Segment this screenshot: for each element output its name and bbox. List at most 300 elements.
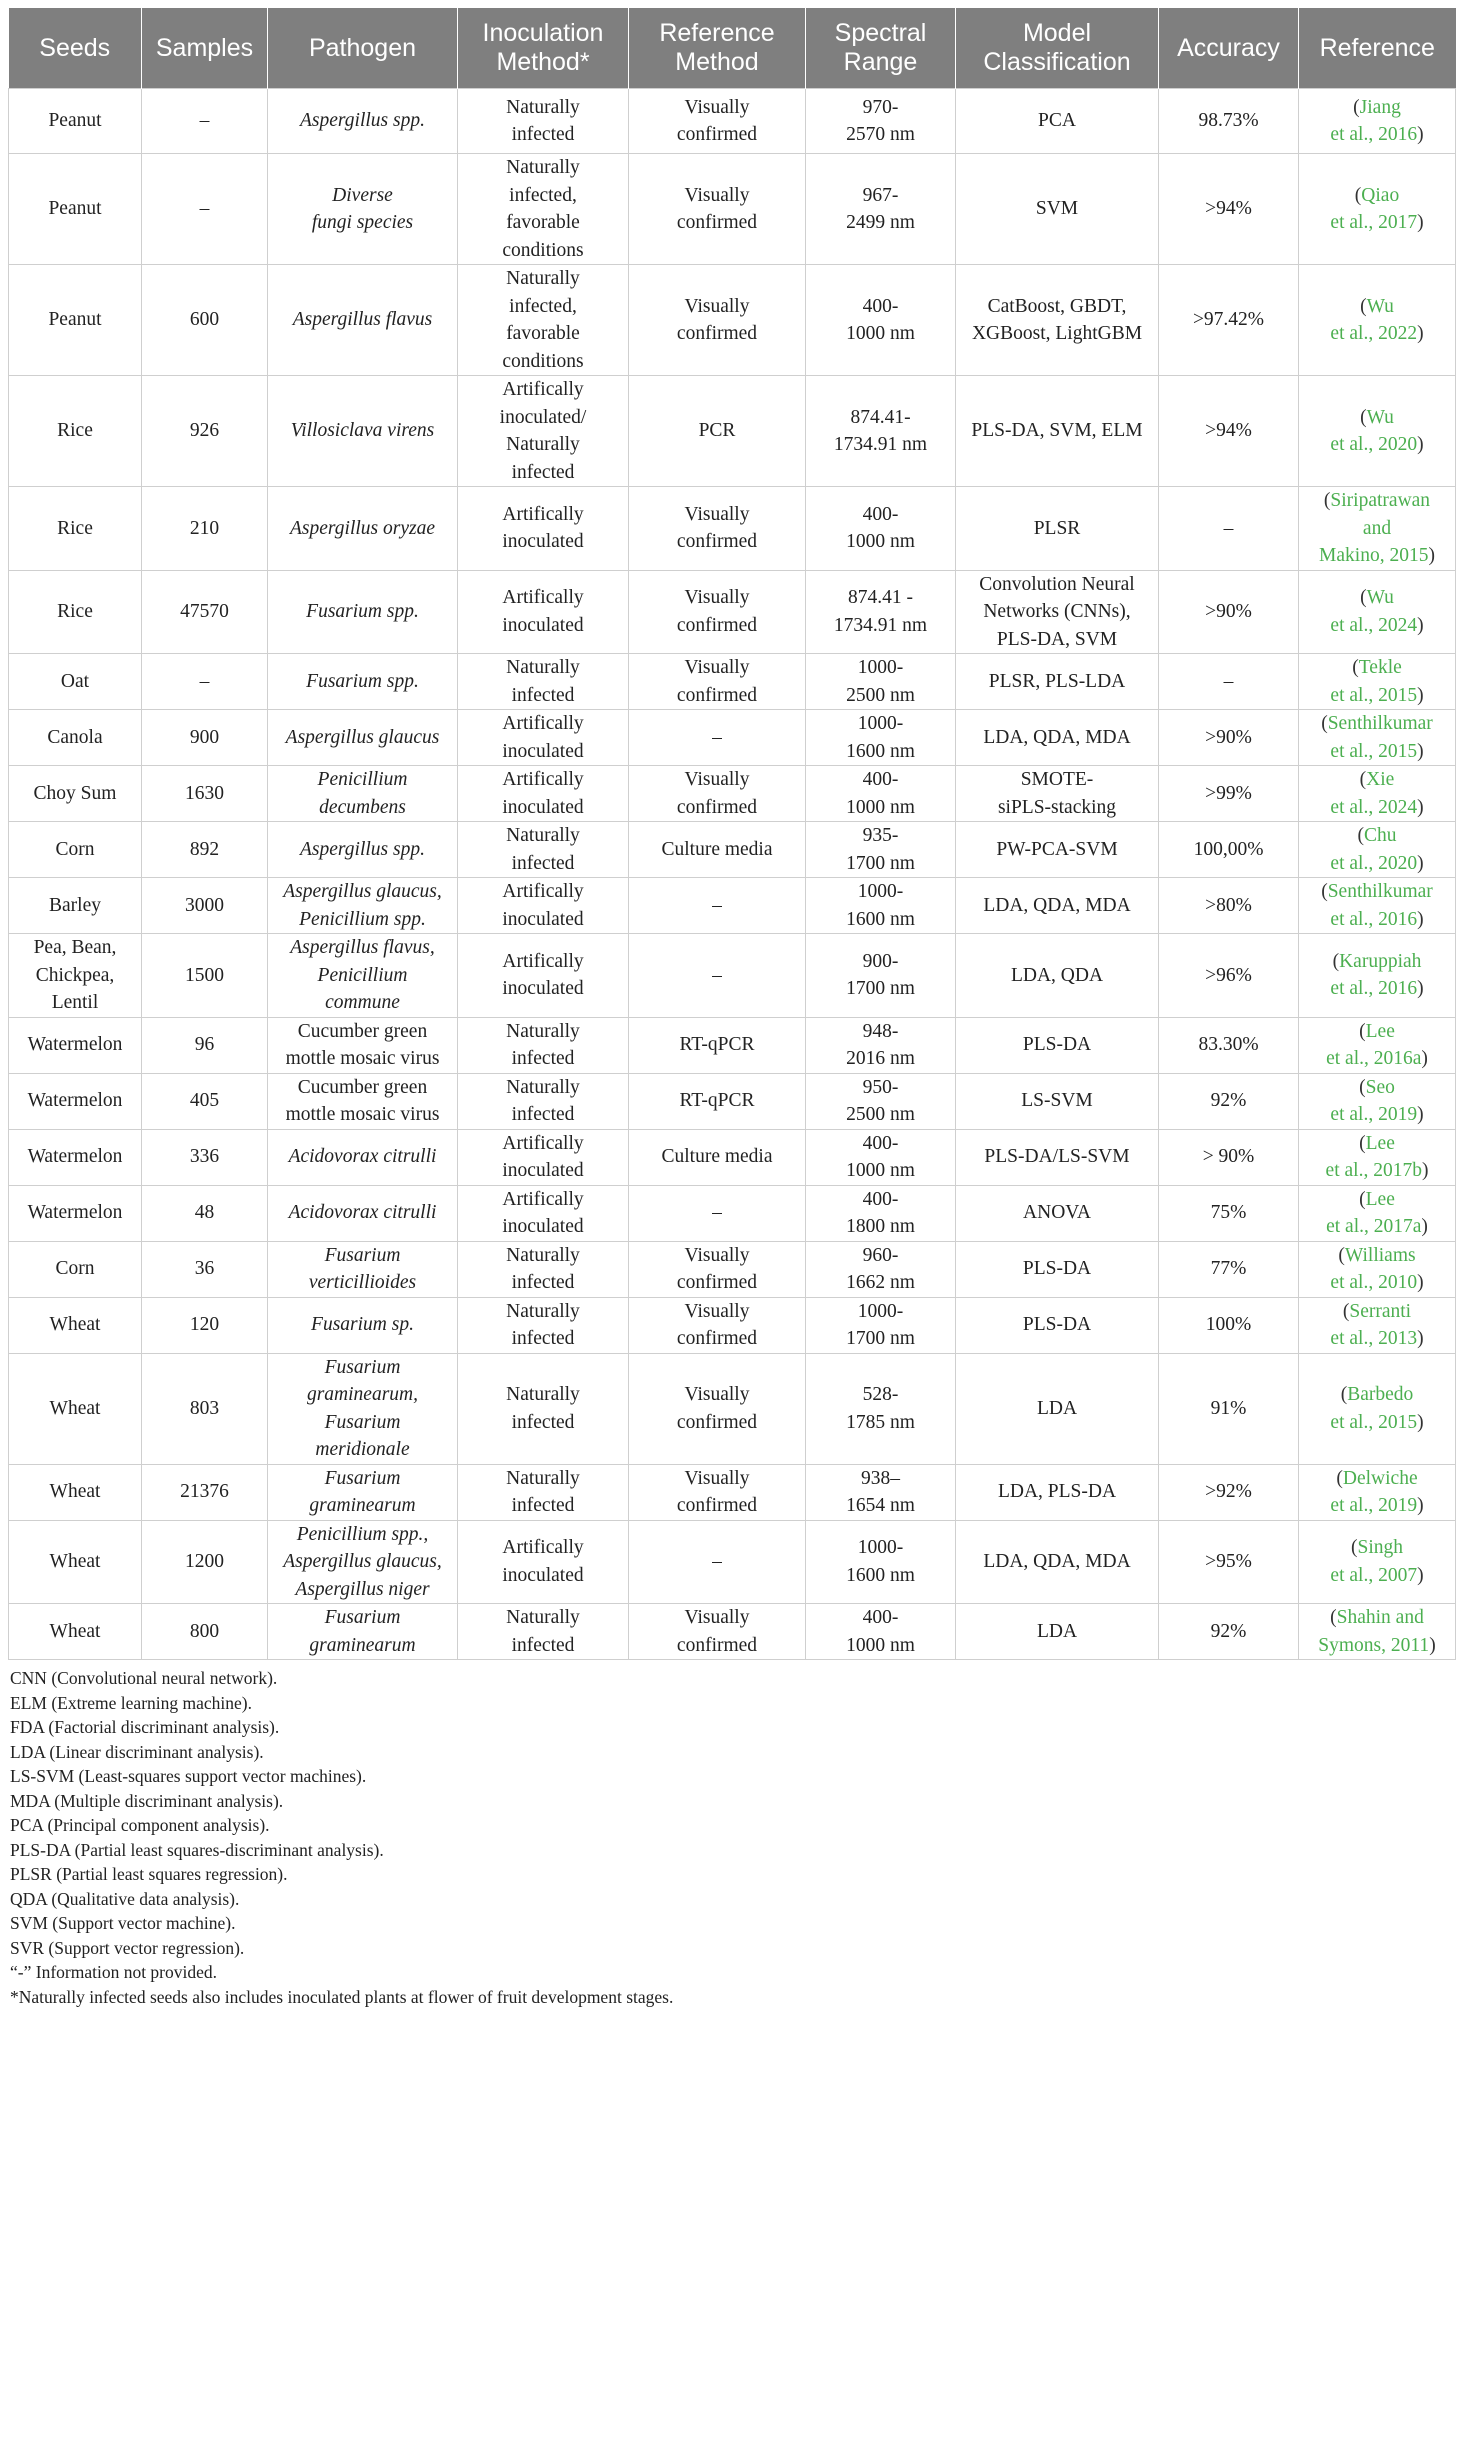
cell-inoculation-method: Naturally infected (458, 1353, 629, 1464)
cell-samples: 47570 (142, 570, 268, 654)
cell-spectral-range: 1000- 1600 nm (806, 878, 956, 934)
cell-reference-method: – (629, 934, 806, 1018)
cell-reference-method: – (629, 1520, 806, 1604)
cell-reference[interactable] (1299, 1129, 1456, 1185)
cell-accuracy: >92% (1159, 1464, 1299, 1520)
cell-inoculation-method: Naturally infected, favorable conditions (458, 154, 629, 265)
footnote-line: CNN (Convolutional neural network). (10, 1668, 278, 1688)
cell-inoculation-method: Artifically inoculated/ Naturally infected (458, 376, 629, 487)
cell-accuracy: >94% (1159, 376, 1299, 487)
cell-seeds: Choy Sum (9, 766, 142, 822)
cell-reference[interactable] (1299, 1185, 1456, 1241)
cell-reference[interactable] (1299, 89, 1456, 154)
cell-reference[interactable] (1299, 487, 1456, 571)
cell-seeds: Wheat (9, 1353, 142, 1464)
paren-close: ) (1421, 1216, 1428, 1237)
cell-accuracy: >95% (1159, 1520, 1299, 1604)
cell-model-classification: PLS-DA, SVM, ELM (956, 376, 1159, 487)
table-row (9, 1241, 1456, 1297)
cell-seeds: Corn (9, 822, 142, 878)
cell-inoculation-method: Artifically inoculated (458, 710, 629, 766)
footnote-line: *Naturally infected seeds also includes inoculated plants at flower of fruit development stages. (10, 1986, 674, 2007)
cell-reference-method: PCR (629, 376, 806, 487)
footnote-line: PLS-DA (Partial least squares-discriminant analysis). (10, 1839, 384, 1860)
cell-pathogen: Aspergillus spp. (268, 822, 458, 878)
cell-model-classification: PLSR (956, 487, 1159, 571)
citation-link[interactable]: Siripatrawan and Makino, 2015 (1319, 490, 1431, 566)
cell-samples: 405 (142, 1073, 268, 1129)
footnote-line: MDA (Multiple discriminant analysis). (10, 1790, 284, 1811)
cell-accuracy: 92% (1159, 1604, 1299, 1660)
cell-reference-method: Visually confirmed (629, 1604, 806, 1660)
cell-model-classification: Convolution Neural Networks (CNNs), PLS-DA, SVM (956, 570, 1159, 654)
cell-pathogen: Aspergillus oryzae (268, 487, 458, 571)
cell-spectral-range: 950- 2500 nm (806, 1073, 956, 1129)
paren-close: ) (1417, 852, 1424, 874)
header-samples: Samples (142, 8, 268, 89)
table-row (9, 1185, 1456, 1241)
cell-seeds: Rice (9, 376, 142, 487)
footnote-line: FDA (Factorial discriminant analysis). (10, 1717, 280, 1737)
cell-inoculation-method: Artifically inoculated (458, 570, 629, 654)
cell-inoculation-method: Naturally infected (458, 1017, 629, 1073)
cell-inoculation-method: Naturally infected (458, 1297, 629, 1353)
paren-open: ( (1360, 295, 1367, 317)
cell-reference-method: – (629, 710, 806, 766)
table-row (9, 878, 1456, 934)
cell-seeds: Barley (9, 878, 142, 934)
cell-inoculation-method: Artifically inoculated (458, 934, 629, 1018)
cell-reference-method: Visually confirmed (629, 1241, 806, 1297)
cell-seeds: Peanut (9, 154, 142, 265)
paren-close: ) (1417, 434, 1424, 455)
cell-model-classification: PLS-DA (956, 1241, 1159, 1297)
cell-spectral-range: 874.41 - 1734.91 nm (806, 570, 956, 654)
cell-pathogen: Aspergillus spp. (268, 89, 458, 154)
header-reference-method: Reference Method (629, 8, 806, 89)
cell-accuracy: 91% (1159, 1353, 1299, 1464)
table-footnotes (8, 1666, 1455, 2009)
cell-pathogen: Fusarium graminearum (268, 1604, 458, 1660)
cell-seeds: Watermelon (9, 1129, 142, 1185)
cell-pathogen: Aspergillus glaucus, Penicillium spp. (268, 878, 458, 934)
cell-model-classification: SMOTE- siPLS-stacking (956, 766, 1159, 822)
cell-spectral-range: 400- 1000 nm (806, 1604, 956, 1660)
citation-link[interactable]: Qiao et al., 2017 (1330, 184, 1418, 233)
cell-samples: 336 (142, 1129, 268, 1185)
citation-link[interactable]: Chu et al., 2020 (1330, 825, 1418, 874)
cell-model-classification: LDA, QDA (956, 934, 1159, 1018)
cell-spectral-range: 400- 1800 nm (806, 1185, 956, 1241)
paren-close: ) (1417, 796, 1424, 818)
cell-spectral-range: 938– 1654 nm (806, 1464, 956, 1520)
header-accuracy: Accuracy (1159, 8, 1299, 89)
citation-link[interactable]: Williams et al., 2010 (1330, 1244, 1418, 1293)
paren-open: ( (1330, 1607, 1337, 1628)
cell-inoculation-method: Naturally infected (458, 822, 629, 878)
table-row (9, 1353, 1456, 1464)
cell-inoculation-method: Naturally infected (458, 654, 629, 710)
cell-reference-method: Culture media (629, 822, 806, 878)
cell-samples: 36 (142, 1241, 268, 1297)
header-model-classification: Model Classification (956, 8, 1159, 89)
cell-reference[interactable] (1299, 710, 1456, 766)
header-row (9, 8, 1456, 89)
paren-close: ) (1417, 1104, 1424, 1125)
paren-close: ) (1428, 545, 1435, 566)
cell-model-classification: PCA (956, 89, 1159, 154)
header-pathogen: Pathogen (268, 8, 458, 89)
cell-accuracy: >90% (1159, 710, 1299, 766)
citation-link[interactable]: Seo et al., 2019 (1330, 1076, 1418, 1125)
cell-seeds: Corn (9, 1241, 142, 1297)
paren-close: ) (1417, 1564, 1424, 1586)
cell-samples: 803 (142, 1353, 268, 1464)
cell-samples: 926 (142, 376, 268, 487)
paren-close: ) (1417, 212, 1424, 233)
table-row (9, 1464, 1456, 1520)
cell-reference[interactable] (1299, 822, 1456, 878)
paren-open: ( (1354, 184, 1362, 206)
table-row (9, 89, 1456, 154)
cell-samples: 21376 (142, 1464, 268, 1520)
cell-reference-method: Culture media (629, 1129, 806, 1185)
paren-open: ( (1359, 1020, 1366, 1042)
cell-spectral-range: 874.41- 1734.91 nm (806, 376, 956, 487)
data-table (8, 8, 1456, 1660)
table-row (9, 154, 1456, 265)
table-row (9, 1017, 1456, 1073)
cell-reference[interactable] (1299, 1353, 1456, 1464)
cell-spectral-range: 400- 1000 nm (806, 487, 956, 571)
cell-seeds: Pea, Bean, Chickpea, Lentil (9, 934, 142, 1018)
cell-reference-method: Visually confirmed (629, 654, 806, 710)
cell-accuracy: 100% (1159, 1297, 1299, 1353)
cell-spectral-range: 1000- 1700 nm (806, 1297, 956, 1353)
cell-reference[interactable] (1299, 766, 1456, 822)
cell-spectral-range: 400- 1000 nm (806, 1129, 956, 1185)
paren-close: ) (1417, 684, 1424, 706)
cell-reference-method: Visually confirmed (629, 154, 806, 265)
paren-close: ) (1417, 908, 1424, 930)
cell-inoculation-method: Naturally infected (458, 1241, 629, 1297)
cell-samples: 120 (142, 1297, 268, 1353)
cell-model-classification: PW-PCA-SVM (956, 822, 1159, 878)
cell-accuracy: >80% (1159, 878, 1299, 934)
cell-pathogen: Diverse fungi species (268, 154, 458, 265)
citation-link[interactable]: Senthilkumar et al., 2015 (1327, 713, 1433, 762)
cell-model-classification: LDA, QDA, MDA (956, 710, 1159, 766)
paren-open: ( (1340, 1384, 1348, 1405)
citation-link[interactable]: Barbedo et al., 2015 (1330, 1384, 1418, 1433)
citation-link[interactable]: Lee et al., 2016a (1326, 1020, 1422, 1069)
citation-link[interactable]: Wu et al., 2024 (1330, 587, 1418, 636)
cell-reference[interactable] (1299, 1073, 1456, 1129)
cell-accuracy: >96% (1159, 934, 1299, 1018)
citation-link[interactable]: Wu et al., 2020 (1330, 406, 1418, 455)
cell-pathogen: Aspergillus flavus (268, 265, 458, 376)
cell-inoculation-method: Artifically inoculated (458, 766, 629, 822)
paren-open: ( (1360, 406, 1367, 428)
paren-close: ) (1429, 1634, 1436, 1656)
table-row (9, 570, 1456, 654)
cell-samples: 96 (142, 1017, 268, 1073)
cell-samples: 1500 (142, 934, 268, 1018)
paren-close: ) (1421, 1048, 1428, 1069)
cell-reference[interactable] (1299, 1520, 1456, 1604)
citation-link[interactable]: Xie et al., 2024 (1330, 769, 1418, 818)
header-spectral-range: Spectral Range (806, 8, 956, 89)
cell-spectral-range: 960- 1662 nm (806, 1241, 956, 1297)
cell-model-classification: PLS-DA (956, 1017, 1159, 1073)
cell-samples: 1630 (142, 766, 268, 822)
cell-pathogen: Villosiclava virens (268, 376, 458, 487)
cell-pathogen: Fusarium spp. (268, 654, 458, 710)
cell-samples: 900 (142, 710, 268, 766)
cell-model-classification: LDA, QDA, MDA (956, 1520, 1159, 1604)
cell-reference-method: Visually confirmed (629, 487, 806, 571)
cell-seeds: Peanut (9, 89, 142, 154)
paren-close: ) (1417, 1495, 1424, 1516)
paren-open: ( (1360, 587, 1367, 609)
cell-samples: 800 (142, 1604, 268, 1660)
citation-link[interactable]: Wu et al., 2022 (1330, 295, 1418, 344)
citation-link[interactable]: Singh et al., 2007 (1330, 1537, 1418, 1586)
paren-open: ( (1342, 1300, 1350, 1322)
cell-pathogen: Fusarium verticillioides (268, 1241, 458, 1297)
cell-reference[interactable] (1299, 376, 1456, 487)
header-inoculation-method: Inoculation Method* (458, 8, 629, 89)
table-row (9, 376, 1456, 487)
cell-model-classification: LDA (956, 1604, 1159, 1660)
cell-seeds: Wheat (9, 1464, 142, 1520)
cell-inoculation-method: Naturally infected (458, 1464, 629, 1520)
citation-link[interactable]: Lee et al., 2017b (1325, 1132, 1422, 1181)
cell-inoculation-method: Naturally infected (458, 1604, 629, 1660)
footnote-line: QDA (Qualitative data analysis). (10, 1888, 240, 1909)
cell-inoculation-method: Artifically inoculated (458, 487, 629, 571)
cell-accuracy: – (1159, 487, 1299, 571)
cell-pathogen: Fusarium spp. (268, 570, 458, 654)
cell-samples: – (142, 89, 268, 154)
citation-link[interactable]: Jiang et al., 2016 (1330, 96, 1418, 145)
cell-reference-method: Visually confirmed (629, 1353, 806, 1464)
cell-reference[interactable] (1299, 570, 1456, 654)
cell-model-classification: PLS-DA/LS-SVM (956, 1129, 1159, 1185)
cell-inoculation-method: Artifically inoculated (458, 1520, 629, 1604)
citation-link[interactable]: Lee et al., 2017a (1326, 1188, 1422, 1237)
cell-pathogen: Penicillium decumbens (268, 766, 458, 822)
cell-seeds: Rice (9, 487, 142, 571)
table-row (9, 1129, 1456, 1185)
cell-reference-method: – (629, 1185, 806, 1241)
paren-open: ( (1359, 1132, 1366, 1154)
paren-close: ) (1421, 1160, 1429, 1181)
footnote-line: PCA (Principal component analysis). (10, 1815, 270, 1835)
cell-inoculation-method: Naturally infected, favorable conditions (458, 265, 629, 376)
cell-samples: 48 (142, 1185, 268, 1241)
citation-link[interactable]: Serranti et al., 2013 (1330, 1300, 1418, 1349)
table-row (9, 1520, 1456, 1604)
cell-reference-method: Visually confirmed (629, 1297, 806, 1353)
paren-open: ( (1359, 1076, 1366, 1098)
paren-close: ) (1417, 740, 1424, 762)
cell-spectral-range: 900- 1700 nm (806, 934, 956, 1018)
cell-seeds: Wheat (9, 1297, 142, 1353)
cell-spectral-range: 1000- 1600 nm (806, 710, 956, 766)
paren-close: ) (1417, 978, 1424, 1000)
cell-reference-method: Visually confirmed (629, 265, 806, 376)
table-row (9, 822, 1456, 878)
paren-open: ( (1336, 1467, 1343, 1489)
citation-link[interactable]: Tekle et al., 2015 (1330, 657, 1418, 706)
cell-spectral-range: 400- 1000 nm (806, 265, 956, 376)
paren-open: ( (1352, 657, 1359, 678)
cell-samples: 3000 (142, 878, 268, 934)
paren-open: ( (1338, 1244, 1345, 1266)
cell-samples: – (142, 654, 268, 710)
cell-model-classification: LS-SVM (956, 1073, 1159, 1129)
paren-close: ) (1417, 1272, 1424, 1293)
paren-close: ) (1417, 124, 1424, 145)
cell-accuracy: – (1159, 654, 1299, 710)
cell-pathogen: Cucumber green mottle mosaic virus (268, 1073, 458, 1129)
cell-reference[interactable] (1299, 154, 1456, 265)
cell-samples: 892 (142, 822, 268, 878)
cell-accuracy: >90% (1159, 570, 1299, 654)
cell-accuracy: 77% (1159, 1241, 1299, 1297)
cell-pathogen: Aspergillus flavus, Penicillium commune (268, 934, 458, 1018)
paren-open: ( (1353, 96, 1360, 118)
cell-model-classification: LDA (956, 1353, 1159, 1464)
cell-pathogen: Fusarium sp. (268, 1297, 458, 1353)
cell-reference[interactable] (1299, 1017, 1456, 1073)
citation-link[interactable]: Shahin and Symons, 2011 (1318, 1607, 1430, 1656)
header-reference: Reference (1299, 8, 1456, 89)
cell-reference[interactable] (1299, 1297, 1456, 1353)
paren-open: ( (1359, 769, 1367, 790)
cell-accuracy: 98.73% (1159, 89, 1299, 154)
cell-model-classification: PLSR, PLS-LDA (956, 654, 1159, 710)
table-container (8, 8, 1455, 2009)
cell-spectral-range: 970- 2570 nm (806, 89, 956, 154)
paren-open: ( (1332, 950, 1340, 972)
cell-reference[interactable] (1299, 1241, 1456, 1297)
footnote-line: LDA (Linear discriminant analysis). (10, 1741, 264, 1762)
paren-open: ( (1321, 881, 1328, 902)
cell-reference-method: RT-qPCR (629, 1017, 806, 1073)
cell-spectral-range: 967- 2499 nm (806, 154, 956, 265)
cell-samples: 600 (142, 265, 268, 376)
cell-accuracy: 75% (1159, 1185, 1299, 1241)
footnote-line: “-” Information not provided. (10, 1962, 218, 1982)
cell-spectral-range: 948- 2016 nm (806, 1017, 956, 1073)
cell-spectral-range: 400- 1000 nm (806, 766, 956, 822)
cell-reference-method: – (629, 878, 806, 934)
cell-pathogen: Cucumber green mottle mosaic virus (268, 1017, 458, 1073)
cell-accuracy: >97.42% (1159, 265, 1299, 376)
cell-inoculation-method: Naturally infected (458, 1073, 629, 1129)
cell-accuracy: >99% (1159, 766, 1299, 822)
cell-pathogen: Acidovorax citrulli (268, 1129, 458, 1185)
cell-samples: 1200 (142, 1520, 268, 1604)
cell-model-classification: ANOVA (956, 1185, 1159, 1241)
cell-pathogen: Penicillium spp., Aspergillus glaucus, Aspergillus niger (268, 1520, 458, 1604)
paren-close: ) (1417, 323, 1424, 344)
table-row (9, 265, 1456, 376)
table-row (9, 766, 1456, 822)
cell-inoculation-method: Artifically inoculated (458, 878, 629, 934)
cell-accuracy: 100,00% (1159, 822, 1299, 878)
citation-link[interactable]: Delwiche et al., 2019 (1330, 1467, 1418, 1516)
cell-seeds: Canola (9, 710, 142, 766)
cell-pathogen: Fusarium graminearum, Fusarium meridionale (268, 1353, 458, 1464)
cell-seeds: Rice (9, 570, 142, 654)
footnote-line: SVR (Support vector regression). (10, 1937, 245, 1958)
cell-accuracy: >94% (1159, 154, 1299, 265)
table-row (9, 1297, 1456, 1353)
table-row (9, 710, 1456, 766)
table-row (9, 934, 1456, 1018)
citation-link[interactable]: Senthilkumar et al., 2016 (1327, 881, 1433, 930)
cell-model-classification: LDA, PLS-DA (956, 1464, 1159, 1520)
cell-accuracy: 92% (1159, 1073, 1299, 1129)
footnote-line: ELM (Extreme learning machine). (10, 1692, 252, 1713)
cell-model-classification: SVM (956, 154, 1159, 265)
table-body (9, 89, 1456, 1660)
cell-reference[interactable] (1299, 265, 1456, 376)
cell-reference-method: Visually confirmed (629, 1464, 806, 1520)
paren-close: ) (1417, 614, 1424, 636)
table-row (9, 1073, 1456, 1129)
cell-model-classification: CatBoost, GBDT, XGBoost, LightGBM (956, 265, 1159, 376)
footnote-line: PLSR (Partial least squares regression). (10, 1864, 288, 1884)
cell-model-classification: PLS-DA (956, 1297, 1159, 1353)
cell-spectral-range: 528- 1785 nm (806, 1353, 956, 1464)
paren-open: ( (1359, 1188, 1366, 1210)
cell-reference[interactable] (1299, 1464, 1456, 1520)
cell-pathogen: Fusarium graminearum (268, 1464, 458, 1520)
citation-link[interactable]: Karuppiah et al., 2016 (1330, 950, 1422, 1000)
table-row (9, 1604, 1456, 1660)
cell-seeds: Wheat (9, 1520, 142, 1604)
cell-samples: 210 (142, 487, 268, 571)
cell-reference[interactable] (1299, 934, 1456, 1018)
cell-reference[interactable] (1299, 654, 1456, 710)
cell-spectral-range: 935- 1700 nm (806, 822, 956, 878)
cell-seeds: Watermelon (9, 1017, 142, 1073)
cell-reference-method: Visually confirmed (629, 766, 806, 822)
cell-spectral-range: 1000- 2500 nm (806, 654, 956, 710)
cell-inoculation-method: Naturally infected (458, 89, 629, 154)
paren-close: ) (1417, 1411, 1424, 1433)
cell-seeds: Wheat (9, 1604, 142, 1660)
cell-pathogen: Aspergillus glaucus (268, 710, 458, 766)
header-seeds: Seeds (9, 8, 142, 89)
table-row (9, 487, 1456, 571)
table-row (9, 654, 1456, 710)
cell-reference-method: Visually confirmed (629, 570, 806, 654)
cell-reference[interactable] (1299, 878, 1456, 934)
cell-accuracy: > 90% (1159, 1129, 1299, 1185)
cell-inoculation-method: Artifically inoculated (458, 1185, 629, 1241)
paren-open: ( (1350, 1537, 1358, 1559)
cell-reference[interactable] (1299, 1604, 1456, 1660)
cell-accuracy: 83.30% (1159, 1017, 1299, 1073)
cell-samples: – (142, 154, 268, 265)
cell-inoculation-method: Artifically inoculated (458, 1129, 629, 1185)
paren-open: ( (1357, 825, 1364, 846)
